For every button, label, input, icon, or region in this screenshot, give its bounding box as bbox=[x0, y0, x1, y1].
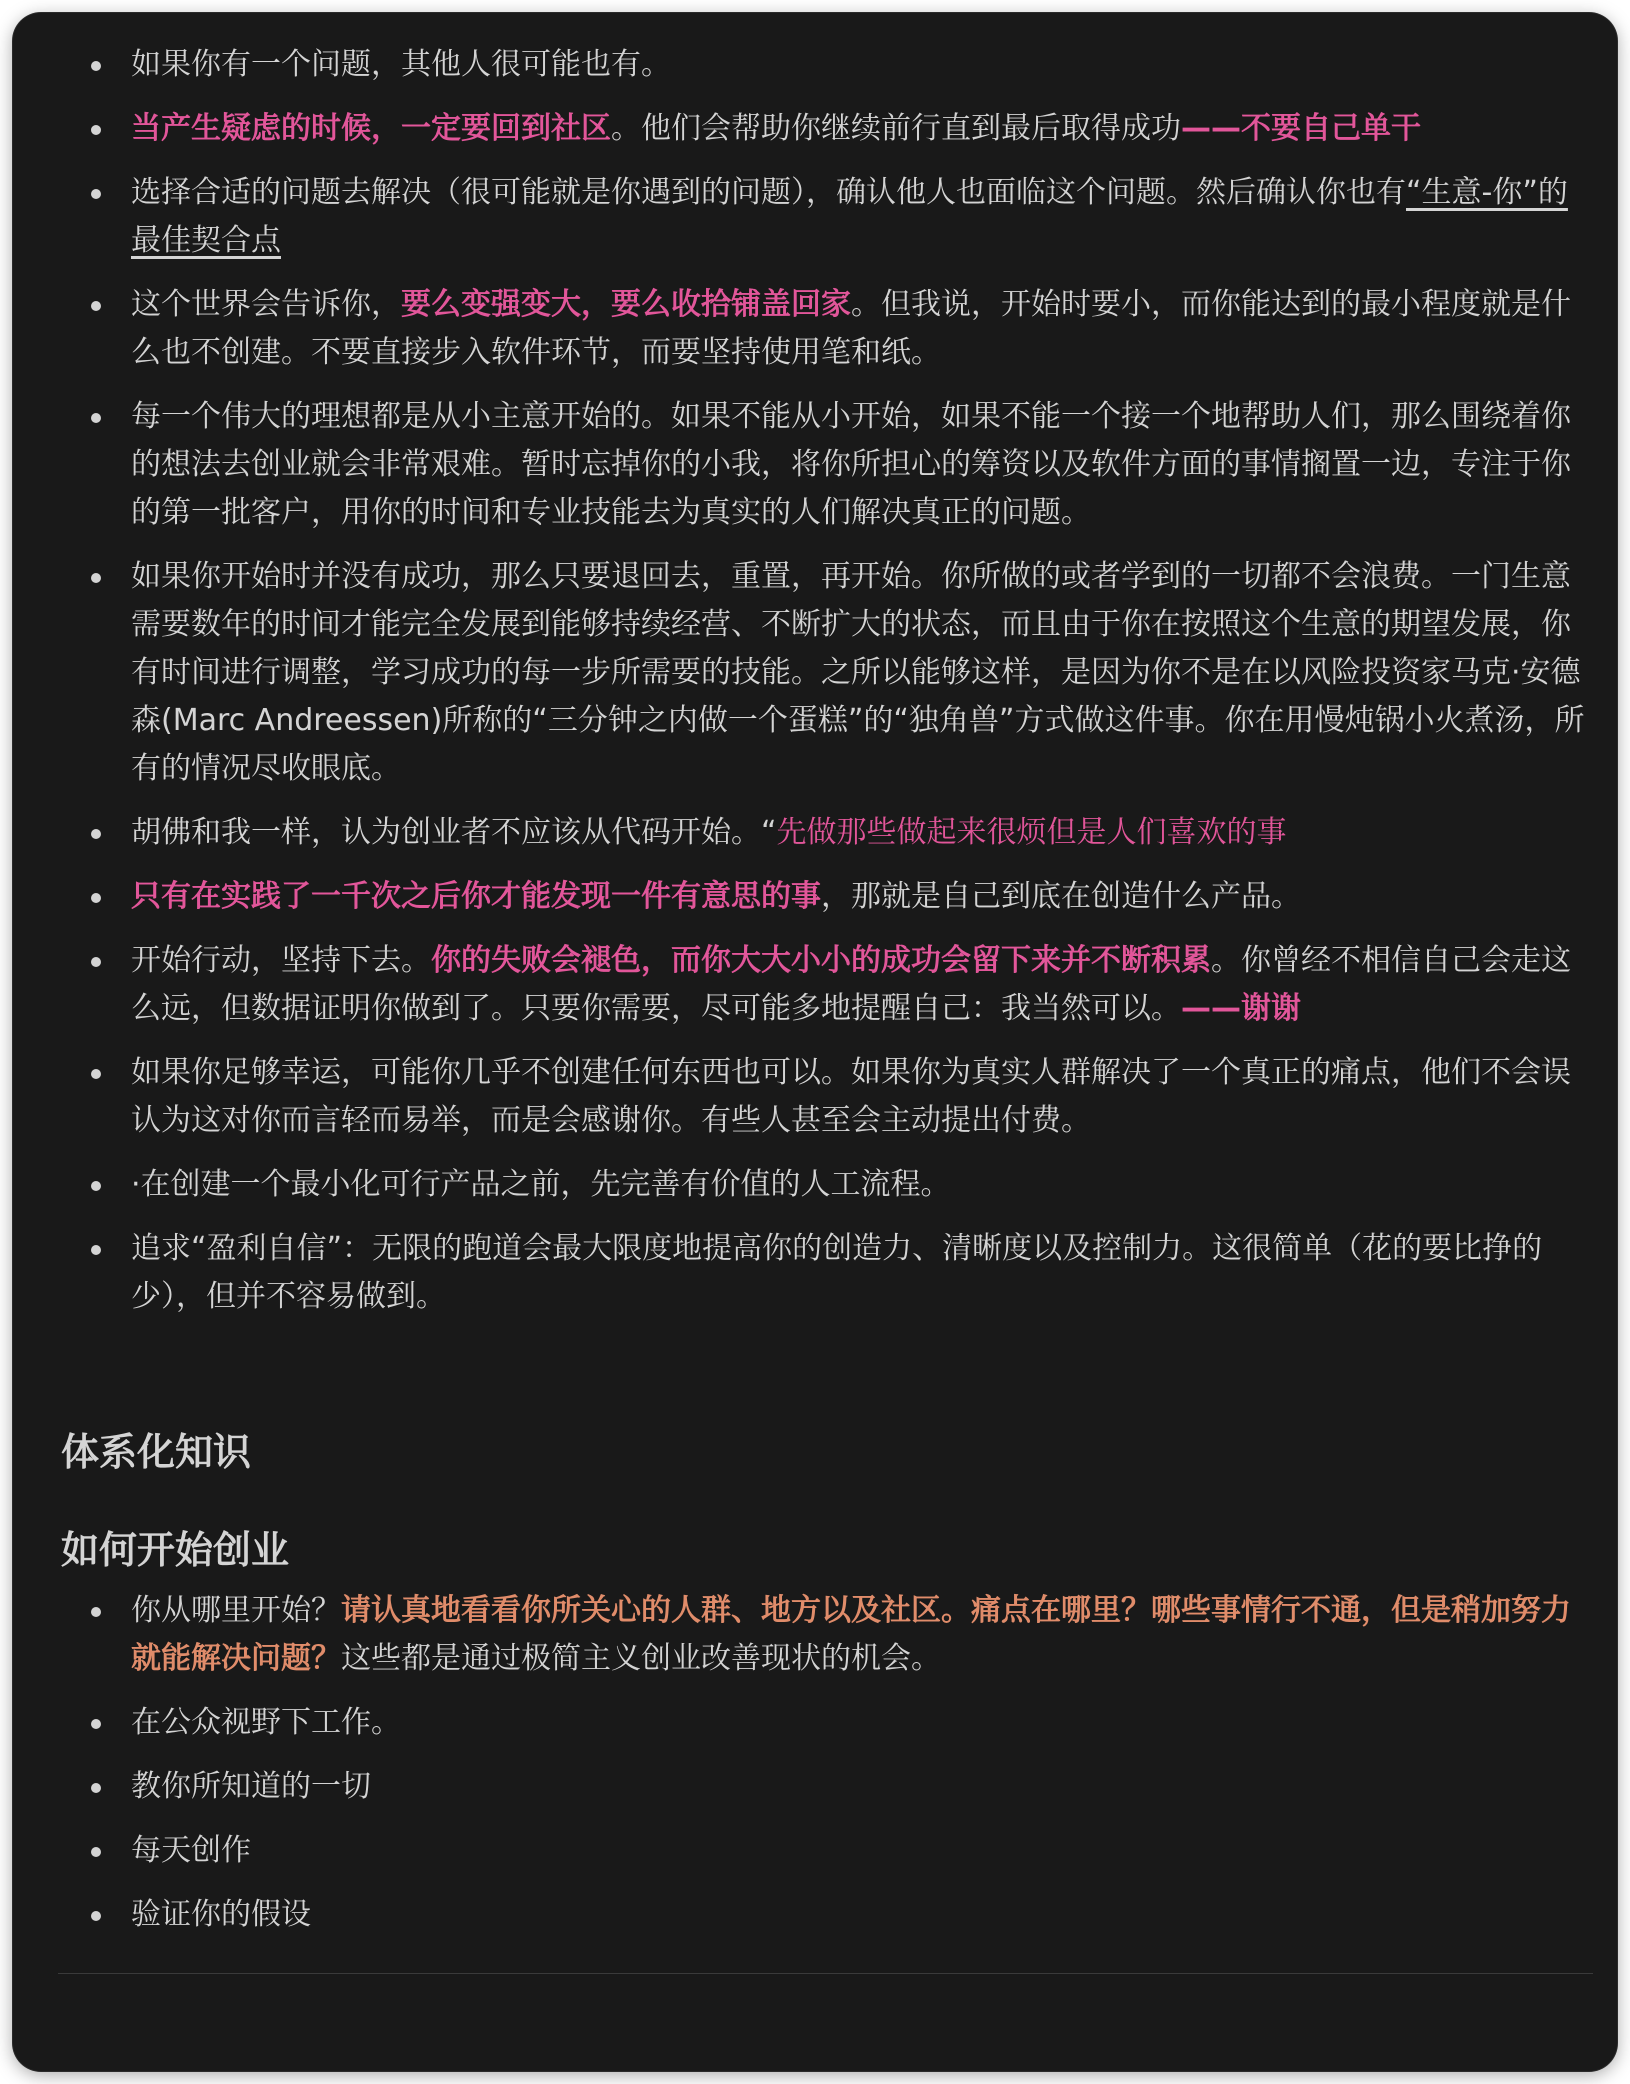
highlighted-text: 请认真地看看你所关心的人群、地方以及社区。痛点在哪里？哪些事情行不通，但是稍加努力就能解决问题？ bbox=[131, 1593, 1571, 1676]
text-segment: 这些都是通过极简主义创业改善现状的机会。 bbox=[341, 1641, 941, 1676]
list-item bbox=[61, 169, 1596, 265]
note-window bbox=[13, 13, 1617, 2071]
bullet-list-principles bbox=[61, 41, 1596, 1321]
bullet-list-how-to-start bbox=[61, 1587, 1596, 1939]
text-segment: 在公众视野下工作。 bbox=[131, 1705, 401, 1740]
text-segment: 开始行动，坚持下去。 bbox=[131, 943, 431, 978]
list-item bbox=[61, 1049, 1596, 1145]
list-item bbox=[61, 105, 1596, 153]
heading-how-to-start: 如何开始创业 bbox=[61, 1528, 290, 1572]
list-item bbox=[61, 1827, 1596, 1875]
text-segment: ·在创建一个最小化可行产品之前，先完善有价值的人工流程。 bbox=[131, 1167, 951, 1202]
highlighted-text: ——不要自己单干 bbox=[1181, 111, 1421, 146]
text-segment: 如果你开始时并没有成功，那么只要退回去，重置，再开始。你所做的或者学到的一切都不会浪费。一门生意需要数年的时间才能完全发展到能够持续经营、不断扩大的状态，而且由于你在按照这个生意的期望发展，你有时间进行调整，学习成功的每一步所需要的技能。之所以能够这样，是因为你不是在以风险投资家马克·安德森(Marc Andreessen)所称的“三分钟之内做一个蛋糕”的“独角兽”方式做这件事。你在用慢炖锅小火煮汤，所有的情况尽收眼底。 bbox=[131, 559, 1585, 786]
text-segment: 这个世界会告诉你， bbox=[131, 287, 401, 322]
heading-systematic-knowledge: 体系化知识 bbox=[61, 1430, 252, 1474]
text-segment: 追求“盈利自信”：无限的跑道会最大限度地提高你的创造力、清晰度以及控制力。这很简单（花的要比挣的少），但并不容易做到。 bbox=[131, 1231, 1543, 1314]
highlighted-text: 要么变强变大，要么收拾铺盖回家 bbox=[401, 287, 851, 322]
highlighted-text: 你的失败会褪色，而你大大小小的成功会留下来并不断积累 bbox=[431, 943, 1211, 978]
divider bbox=[58, 1973, 1593, 1974]
list-item bbox=[61, 937, 1596, 1033]
text-segment: 。但我说，开始时要小，而你能达到的最小程度就是什么也不创建。不要直接步入软件环节，而要坚持使用笔和纸。 bbox=[131, 287, 1571, 370]
text-segment: 你从哪里开始？ bbox=[131, 1593, 341, 1628]
text-segment: 选择合适的问题去解决（很可能就是你遇到的问题），确认他人也面临这个问题。然后确认你也有 bbox=[131, 175, 1406, 210]
note-content bbox=[61, 41, 1596, 1955]
list-item bbox=[61, 553, 1596, 793]
list-item bbox=[61, 1161, 1596, 1209]
list-item bbox=[61, 1763, 1596, 1811]
list-item bbox=[61, 873, 1596, 921]
highlighted-text: ——谢谢 bbox=[1181, 991, 1301, 1026]
list-item bbox=[61, 1891, 1596, 1939]
text-segment: 验证你的假设 bbox=[131, 1897, 311, 1932]
text-segment: 如果你足够幸运，可能你几乎不创建任何东西也可以。如果你为真实人群解决了一个真正的痛点，他们不会误认为这对你而言轻而易举，而是会感谢你。有些人甚至会主动提出付费。 bbox=[131, 1055, 1571, 1138]
highlighted-text: 只有在实践了一千次之后你才能发现一件有意思的事 bbox=[131, 879, 821, 914]
list-item bbox=[61, 1225, 1596, 1321]
list-item bbox=[61, 1587, 1596, 1683]
text-segment: 如果你有一个问题，其他人很可能也有。 bbox=[131, 47, 671, 82]
text-segment: 。他们会帮助你继续前行直到最后取得成功 bbox=[611, 111, 1181, 146]
list-item bbox=[61, 41, 1596, 89]
highlighted-text: 当产生疑虑的时候，一定要回到社区 bbox=[131, 111, 611, 146]
list-item bbox=[61, 809, 1596, 857]
highlighted-text: 先做那些做起来很烦但是人们喜欢的事 bbox=[776, 815, 1287, 850]
text-segment: 教你所知道的一切 bbox=[131, 1769, 371, 1804]
list-item bbox=[61, 281, 1596, 377]
list-item bbox=[61, 1699, 1596, 1747]
list-item bbox=[61, 393, 1596, 537]
text-segment: 。你曾经不相信自己会走这么远，但数据证明你做到了。只要你需要，尽可能多地提醒自己：我当然可以。 bbox=[131, 943, 1571, 1026]
text-segment: 每天创作 bbox=[131, 1833, 251, 1868]
highlighted-text: “生意-你”的最佳契合点 bbox=[131, 175, 1568, 258]
text-segment: 每一个伟大的理想都是从小主意开始的。如果不能从小开始，如果不能一个接一个地帮助人们，那么围绕着你的想法去创业就会非常艰难。暂时忘掉你的小我，将你所担心的筹资以及软件方面的事情搁置一边，专注于你的第一批客户，用你的时间和专业技能去为真实的人们解决真正的问题。 bbox=[131, 399, 1571, 530]
text-segment: ，那就是自己到底在创造什么产品。 bbox=[821, 879, 1301, 914]
text-segment: 胡佛和我一样，认为创业者不应该从代码开始。“ bbox=[131, 815, 777, 850]
